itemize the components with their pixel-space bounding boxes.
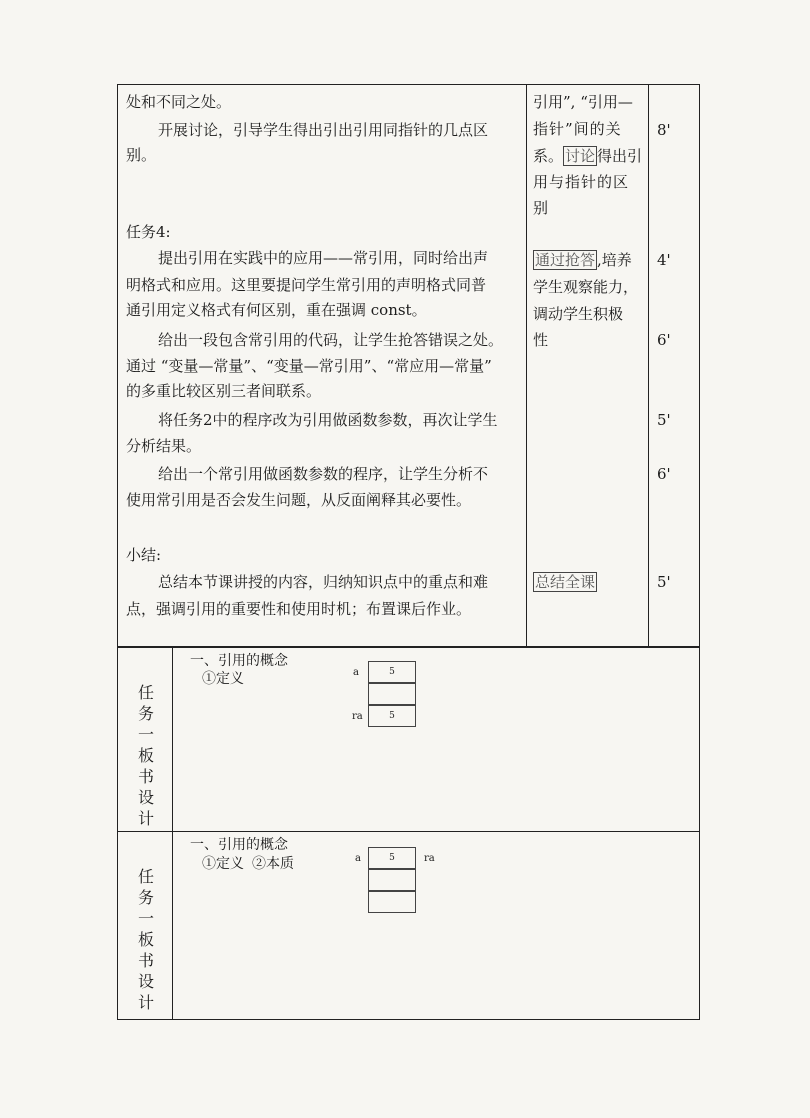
content-line: 处和不同之处。 xyxy=(126,93,232,111)
section-heading-task4: 任务4: xyxy=(126,223,171,241)
time-value: 5' xyxy=(657,411,671,429)
content-line: 分析结果。 xyxy=(126,437,202,455)
time-value: 6' xyxy=(657,465,671,483)
content-line: 明格式和应用。这里要提问学生常引用的声明格式同普 xyxy=(126,276,487,294)
content-line: 使用常引用是否会发生问题，从反面阐释其必要性。 xyxy=(126,491,472,509)
content-line: 将任务2中的程序改为引用做函数参数，再次让学生 xyxy=(158,411,498,429)
time-value: 8' xyxy=(657,121,671,139)
board-design-1-side-label: 任务一板书设计 xyxy=(137,683,154,828)
purpose-text: ,培养 xyxy=(597,251,632,269)
section-heading-summary: 小结: xyxy=(126,546,162,564)
quick-answer-box: 通过抢答 xyxy=(535,251,596,269)
board-row-divider xyxy=(117,831,700,832)
purpose-line: 性 xyxy=(533,331,549,349)
reference-ra-label: ra xyxy=(424,853,435,864)
purpose-line: 调动学生积极 xyxy=(533,305,624,323)
memory-cell: 5 xyxy=(368,661,416,683)
content-line: 通引用定义格式有何区别，重在强调 const。 xyxy=(126,301,427,319)
memory-cell: 5 xyxy=(368,705,416,727)
memory-cell: 5 xyxy=(368,847,416,869)
memory-diagram xyxy=(368,661,416,729)
content-line: 开展讨论，引导学生得出引出引用同指针的几点区 xyxy=(158,121,489,139)
essence-label: ②本质 xyxy=(252,856,294,872)
purpose-line xyxy=(533,572,597,592)
definition-label: ①定义 xyxy=(202,856,244,872)
content-line: 给出一个常引用做函数参数的程序，让学生分析不 xyxy=(158,465,489,483)
purpose-line xyxy=(533,250,632,270)
content-line: 点，强调引用的重要性和使用时机；布置课后作业。 xyxy=(126,600,472,618)
variable-a-label: a xyxy=(353,667,359,678)
purpose-line: 引用”, “引用— xyxy=(533,93,633,111)
purpose-line: 学生观察能力， xyxy=(533,278,639,296)
board-design-1-heading: 一、引用的概念 xyxy=(190,653,288,669)
column-divider-content xyxy=(526,84,527,647)
time-value: 5' xyxy=(657,573,671,591)
content-line: 的多重比较区别三者间联系。 xyxy=(126,382,322,400)
purpose-line: 指针”间的关 xyxy=(533,120,622,138)
board-design-2-sub xyxy=(202,856,294,872)
memory-diagram xyxy=(368,847,416,915)
reference-ra-label: ra xyxy=(352,711,363,722)
memory-cell xyxy=(368,891,416,913)
variable-a-label: a xyxy=(355,853,361,864)
board-design-2-side-label: 任务一板书设计 xyxy=(137,867,154,1012)
content-line: 别。 xyxy=(126,146,157,164)
board-design-1-sub: ①定义 xyxy=(202,671,244,687)
content-line: 总结本节课讲授的内容，归纳知识点中的重点和难 xyxy=(158,573,489,591)
content-line: 通过 “变量—常量”、“变量—常引用”、“常应用—常量” xyxy=(126,357,492,375)
purpose-line: 别 xyxy=(533,199,549,217)
purpose-text: 得出引 xyxy=(597,147,643,165)
memory-cell xyxy=(368,683,416,705)
column-divider-time xyxy=(648,84,649,647)
summary-box: 总结全课 xyxy=(535,573,596,591)
purpose-line xyxy=(533,146,642,166)
time-value: 6' xyxy=(657,331,671,349)
content-line: 给出一段包含常引用的代码，让学生抢答错误之处。 xyxy=(158,331,504,349)
board-label-divider xyxy=(172,646,173,1019)
discussion-box: 讨论 xyxy=(565,147,596,165)
purpose-line: 用与指针的区 xyxy=(533,173,630,191)
purpose-text: 系。 xyxy=(533,147,564,165)
content-line: 提出引用在实践中的应用——常引用，同时给出声 xyxy=(158,249,489,267)
board-design-2-heading: 一、引用的概念 xyxy=(190,837,288,853)
time-value: 4' xyxy=(657,251,671,269)
memory-cell xyxy=(368,869,416,891)
